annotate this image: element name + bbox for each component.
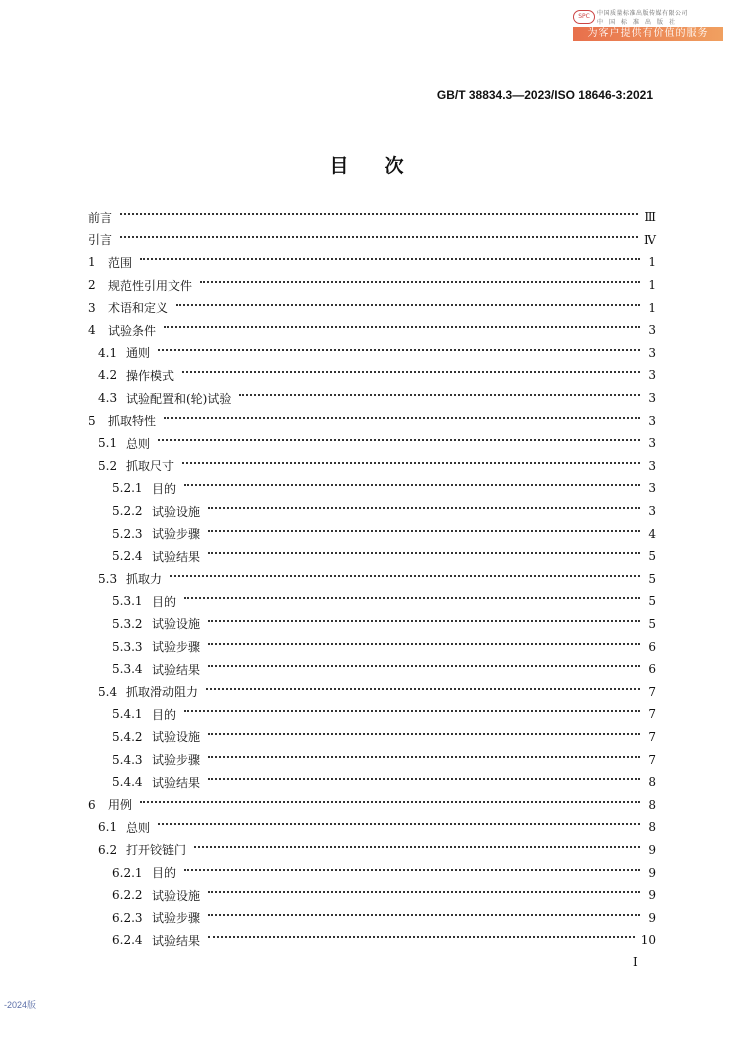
toc-entry-number: 3 <box>88 300 96 315</box>
toc-entry-number: 5.1 <box>98 436 118 451</box>
toc-entry-title: 引言 <box>88 233 113 248</box>
toc-entry[interactable] <box>88 477 656 500</box>
toc-entry[interactable] <box>88 816 656 839</box>
toc-entry-page: 5 <box>648 594 656 609</box>
toc-leader-dots <box>200 281 640 283</box>
toc-entry[interactable] <box>88 590 656 613</box>
toc-entry-title: 范围 <box>108 255 133 270</box>
toc-leader-dots <box>170 575 640 577</box>
toc-leader-dots <box>208 891 640 893</box>
toc-entry[interactable] <box>88 319 656 342</box>
toc-entry-title: 抓取力 <box>126 572 163 587</box>
toc-entry[interactable] <box>88 229 656 252</box>
toc-leader-dots <box>194 846 640 848</box>
toc-entry[interactable] <box>88 680 656 703</box>
toc-entry[interactable] <box>88 296 656 319</box>
toc-entry-title: 目的 <box>152 866 177 881</box>
toc-entry-page: 4 <box>648 526 656 541</box>
toc-entry-page: 7 <box>648 684 656 699</box>
toc-entry-number: 6.2.4 <box>112 933 143 948</box>
toc-entry-number: 5.4.4 <box>112 775 143 790</box>
toc-entry[interactable] <box>88 364 656 387</box>
publisher-subname: 中国标准出版社 <box>597 19 682 26</box>
toc-leader-dots <box>182 462 640 464</box>
toc-entry[interactable] <box>88 522 656 545</box>
toc-entry-page: 5 <box>648 571 656 586</box>
toc-entry-title: 目的 <box>152 707 177 722</box>
toc-entry-number: 2 <box>88 278 96 293</box>
toc-leader-dots <box>184 869 640 871</box>
toc-entry-title: 目的 <box>152 594 177 609</box>
toc-entry-number: 4.3 <box>98 391 118 406</box>
toc-entry-title: 试验结果 <box>152 933 201 948</box>
toc-entry-title: 通则 <box>126 346 151 361</box>
toc-entry-number: 5.2.4 <box>112 549 143 564</box>
toc-entry-number: 6.2.3 <box>112 910 143 925</box>
toc-title: 目次 <box>329 155 440 177</box>
toc-entry-page: 3 <box>648 458 656 473</box>
toc-entry-page: Ⅳ <box>644 232 656 247</box>
toc-entry-title: 试验设施 <box>152 617 201 632</box>
toc-entry-page: 1 <box>648 255 656 270</box>
toc-entry-title: 试验步骤 <box>152 911 201 926</box>
standard-code: GB/T 38834.3—2023/ISO 18646-3:2021 <box>436 88 653 102</box>
toc-entry-number: 5.2.2 <box>112 504 143 519</box>
toc-entry[interactable] <box>88 387 656 410</box>
toc-leader-dots <box>182 371 640 373</box>
toc-entry-number: 6.2 <box>98 842 118 857</box>
toc-leader-dots <box>164 417 640 419</box>
toc-leader-dots <box>208 620 640 622</box>
toc-entry-number: 5.3.2 <box>112 616 143 631</box>
toc-entry-page: 6 <box>648 662 656 677</box>
toc-leader-dots <box>239 394 640 396</box>
toc-leader-dots <box>184 484 640 486</box>
toc-entry-title: 试验结果 <box>152 549 201 564</box>
toc-entry-page: 3 <box>648 436 656 451</box>
toc-entry-number: 4 <box>88 323 96 338</box>
toc-entry-page: 9 <box>648 842 656 857</box>
toc-leader-dots <box>208 936 635 938</box>
toc-leader-dots <box>120 213 638 215</box>
toc-entry-page: 7 <box>648 752 656 767</box>
toc-entry[interactable] <box>88 884 656 907</box>
toc-entry-title: 试验条件 <box>108 323 157 338</box>
toc-entry-number: 5.2.1 <box>112 481 143 496</box>
toc-entry-title: 规范性引用文件 <box>108 278 193 293</box>
toc-leader-dots <box>208 733 640 735</box>
toc-entry[interactable] <box>88 771 656 794</box>
publisher-name: 中国质量标准出版传媒有限公司 <box>597 10 689 17</box>
toc-entry[interactable] <box>88 568 656 591</box>
toc-leader-dots <box>208 643 640 645</box>
toc-entry[interactable] <box>88 726 656 749</box>
toc-entry-number: 5 <box>88 413 96 428</box>
toc-entry-title: 抓取滑动阻力 <box>126 685 199 700</box>
toc-entry-number: 5.4.3 <box>112 752 143 767</box>
toc-entry-title: 试验步骤 <box>152 640 201 655</box>
toc-leader-dots <box>208 552 640 554</box>
toc-entry-title: 试验步骤 <box>152 753 201 768</box>
toc-entry-title: 抓取特性 <box>108 414 157 429</box>
toc-entry-page: 8 <box>648 775 656 790</box>
toc-entry[interactable] <box>88 500 656 523</box>
toc-entry-title: 总则 <box>126 820 151 835</box>
toc-entry[interactable] <box>88 251 656 274</box>
toc-entry-page: 5 <box>648 549 656 564</box>
toc-entry-number: 6.2.1 <box>112 865 143 880</box>
toc-entry-number: 4.2 <box>98 368 118 383</box>
toc-entry-number: 4.1 <box>98 345 118 360</box>
toc-entry-page: 9 <box>648 888 656 903</box>
toc-entry[interactable] <box>88 635 656 658</box>
toc-entry-number: 5.3 <box>98 571 118 586</box>
toc-entry-page: Ⅲ <box>644 210 656 225</box>
toc-entry-page: 9 <box>648 910 656 925</box>
toc-leader-dots <box>208 914 640 916</box>
toc-entry-title: 试验设施 <box>152 730 201 745</box>
publisher-slogan: 为客户提供有价值的服务 <box>573 27 723 41</box>
toc-entry[interactable] <box>88 432 656 455</box>
toc-leader-dots <box>120 236 638 238</box>
toc-leader-dots <box>158 439 640 441</box>
toc-entry-page: 7 <box>648 729 656 744</box>
toc-entry[interactable] <box>88 409 656 432</box>
toc-entry-page: 3 <box>648 368 656 383</box>
page-number: I <box>633 955 638 969</box>
toc-leader-dots <box>158 349 640 351</box>
toc-entry[interactable] <box>88 861 656 884</box>
toc-entry-number: 5.4.2 <box>112 729 143 744</box>
toc-leader-dots <box>184 710 640 712</box>
toc-entry[interactable] <box>88 342 656 365</box>
toc-entry-page: 1 <box>648 300 656 315</box>
toc-entry-page: 5 <box>648 616 656 631</box>
toc-entry-title: 试验配置和(轮)试验 <box>126 391 232 406</box>
toc-entry-number: 5.3.4 <box>112 662 143 677</box>
toc-entry-number: 6.2.2 <box>112 888 143 903</box>
toc-leader-dots <box>140 801 640 803</box>
table-of-contents <box>88 206 656 952</box>
toc-entry[interactable] <box>88 748 656 771</box>
toc-entry[interactable] <box>88 658 656 681</box>
toc-leader-dots <box>140 258 640 260</box>
toc-entry-number: 5.4.1 <box>112 707 143 722</box>
toc-entry-page: 8 <box>648 820 656 835</box>
toc-entry-title: 试验结果 <box>152 775 201 790</box>
toc-entry[interactable] <box>88 274 656 297</box>
toc-entry-title: 操作模式 <box>126 368 175 383</box>
toc-entry-title: 术语和定义 <box>108 301 169 316</box>
toc-entry[interactable] <box>88 839 656 862</box>
toc-entry-page: 3 <box>648 323 656 338</box>
toc-entry-number: 5.4 <box>98 684 118 699</box>
toc-entry[interactable] <box>88 906 656 929</box>
toc-leader-dots <box>176 304 640 306</box>
toc-entry-title: 用例 <box>108 798 133 813</box>
toc-entry-number: 6.1 <box>98 820 118 835</box>
toc-leader-dots <box>206 688 640 690</box>
toc-entry-title: 抓取尺寸 <box>126 459 175 474</box>
toc-leader-dots <box>208 665 640 667</box>
toc-entry-number: 5.3.3 <box>112 639 143 654</box>
toc-leader-dots <box>164 326 640 328</box>
toc-entry-number: 6 <box>88 797 96 812</box>
toc-leader-dots <box>184 597 640 599</box>
toc-entry-title: 试验步骤 <box>152 527 201 542</box>
toc-entry-title: 试验结果 <box>152 662 201 677</box>
toc-entry-number: 5.3.1 <box>112 594 143 609</box>
toc-entry-number: 1 <box>88 255 96 270</box>
toc-entry[interactable] <box>88 929 656 952</box>
toc-entry-page: 7 <box>648 707 656 722</box>
toc-leader-dots <box>208 530 640 532</box>
toc-entry[interactable] <box>88 455 656 478</box>
publisher-header <box>573 6 723 42</box>
publisher-logo-icon: SPC <box>573 10 595 24</box>
toc-entry-page: 1 <box>648 278 656 293</box>
toc-entry-title: 目的 <box>152 481 177 496</box>
toc-entry-title: 试验设施 <box>152 504 201 519</box>
toc-entry[interactable] <box>88 206 656 229</box>
toc-entry-page: 9 <box>648 865 656 880</box>
toc-entry-page: 8 <box>648 797 656 812</box>
toc-entry-page: 3 <box>648 391 656 406</box>
toc-entry[interactable] <box>88 793 656 816</box>
toc-entry[interactable] <box>88 613 656 636</box>
toc-leader-dots <box>208 756 640 758</box>
toc-entry[interactable] <box>88 545 656 568</box>
toc-leader-dots <box>158 823 640 825</box>
toc-leader-dots <box>208 507 640 509</box>
toc-entry-title: 试验设施 <box>152 888 201 903</box>
toc-entry-title: 前言 <box>88 210 113 225</box>
toc-entry-page: 10 <box>640 933 656 948</box>
toc-entry[interactable] <box>88 703 656 726</box>
toc-entry-page: 3 <box>648 481 656 496</box>
toc-entry-page: 3 <box>648 504 656 519</box>
toc-entry-number: 5.2.3 <box>112 526 143 541</box>
toc-entry-page: 3 <box>648 345 656 360</box>
toc-entry-number: 5.2 <box>98 458 118 473</box>
toc-entry-title: 打开铰链门 <box>126 843 187 858</box>
toc-entry-title: 总则 <box>126 436 151 451</box>
toc-leader-dots <box>208 778 640 780</box>
toc-entry-page: 6 <box>648 639 656 654</box>
toc-entry-page: 3 <box>648 413 656 428</box>
edition-note: -2024版 <box>4 1000 37 1010</box>
